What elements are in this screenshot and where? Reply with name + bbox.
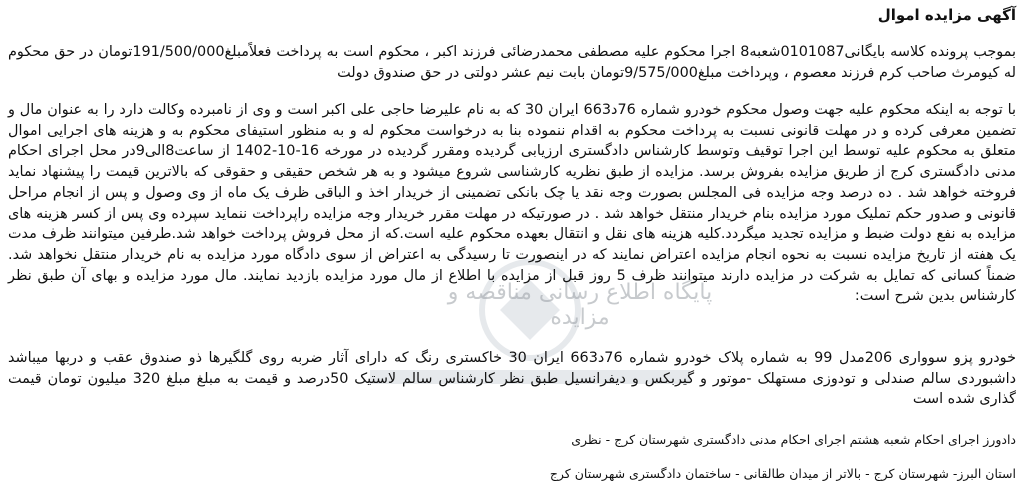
notice-title: آگهی مزایده اموال — [877, 6, 1016, 24]
paragraph-vehicle-description: خودرو پزو سوواری 206مدل 99 به شماره پلاک خودرو شماره 76د663 ایران 30 خاکستری رنگ که دارای آثار ضربه روی گلگیرها ذو صندوق عقب و دربها میباشد داشبوردی سالم صندلی و تودوزی مستهلک -موتور و گیربکس و دیفرانسیل طبق نظر کارشناس سالم لاستیک 50درصد و قیمت به مبلغ مبلغ 320 میلیون تومان قیمت گذاری شده است — [8, 350, 1017, 408]
paragraph-judgment: بموجب پرونده کلاسه بایگانی0101087شعبه8 اجرا محکوم علیه مصطفی محمدرضائی فرزند اکبر ، محکوم است به پرداخت فعلاًمبلغ191/500/000تومان در حق محکوم له کیومرث صاحب کرم فرزند معصوم ، وپرداخت مبلغ9/575/000تومان بابت نیم عشر دولتی در حق صندوق دولت — [8, 44, 1016, 81]
paragraph-auction-terms: با توجه به اینکه محکوم علیه جهت وصول محکوم خودرو شماره 76د663 ایران 30 که به نام علیرضا حاجی علی اکبر است و وی از نامبرده وکالت دارد را به عنوان مال و تضمین معرفی کرده و در مهلت قانونی نسبت به پرداخت محکوم به اقدام ننموده بنا به درخواست محکوم له و به منظور استیفای محکوم به و هزینه های اجرایی اموال متعلق به محکوم علیه توسط این اجرا توقیف وتوسط کارشناس دادگستری ارزیابی گردیده ومقرر گردیده در مورخه 16-10-1402 از ساعت8الی9در محل اجرای احکام مدنی دادگستری کرج از طریق مزایده بفروش برسد. مزایده از طبق نظریه کارشناسی شروع میشود و به هر شخص حقیقی و حقوقی که بالاترین قیمت را پیشنهاد نماید فروخته خواهد شد . ده درصد وجه مزایده فی المجلس بصورت وجه نقد یا چک بانکی تضمینی از خریدار اخذ و الباقی ظرف یک ماه از وی وصول و پس از انجام مراحل قانونی و صدور حکم تملیک مورد مزایده بنام خریدار منتقل خواهد شد . در صورتیکه در مهلت مقرر خریدار وجه مزایده راپرداخت ننماید سپرده وی پس از کسر هزینه های مزایده به نفع دولت ضبط و مزایده تجدید میگردد.کلیه هزینه های نقل و انتقال بعهده محکوم علیه است.که از محل فروش پرداخت خواهد شد.طرفین میتوانند ظرف مدت یک هفته از تاریخ مزایده نسبت به نحوه انجام مزایده اعتراض نمایند که در اینصورت تا رسیدگی به اعتراض از سوی دادگاه مورد مزایده به نام خریدار منتقل نخواهد شد. ضمناً کسانی که تمایل به شرکت در مزایده دارند میتوانند ظرف 5 روز قبل از مزایده با اطلاع از مال مورد مزایده بازدید نمایند. مال مورد مزایده و بهای آن طبق نظر کارشناس بدین شرح است: — [8, 102, 1016, 305]
footer-address: استان البرز- شهرستان کرج - بالاتر از میدان طالقانی - ساختمان دادگستری شهرستان کرج — [549, 466, 1016, 481]
footer-signature: دادورز اجرای احکام شعبه هشتم اجرای احکام مدنی دادگستری شهرستان کرج - نظری — [571, 432, 1016, 447]
watermark-text: پایگاه اطلاع رسانی مناقصه و مزایده — [447, 280, 713, 330]
